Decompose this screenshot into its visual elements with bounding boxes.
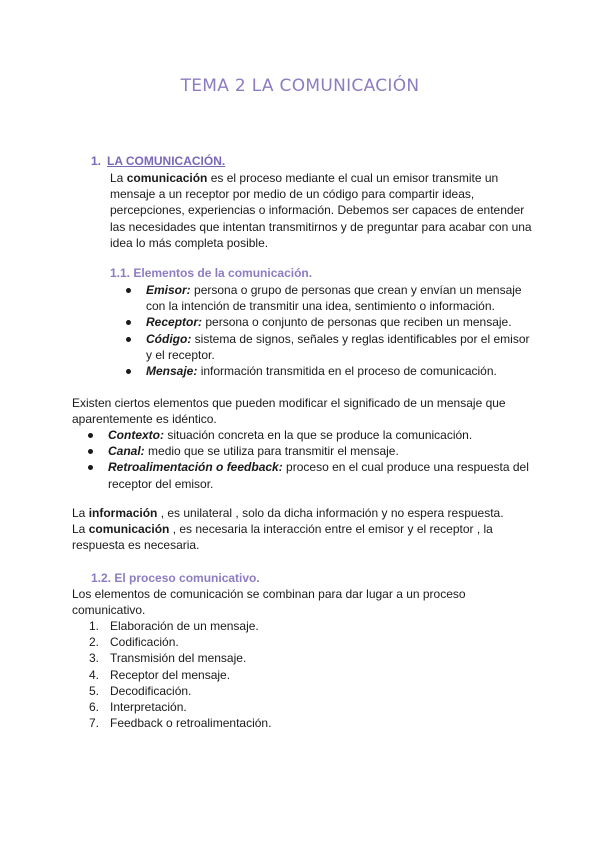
step-text: Transmisión del mensaje. [110, 651, 247, 666]
info-bold-term: información [88, 506, 158, 520]
step-item [89, 618, 530, 634]
step-number: 3. [89, 651, 100, 666]
intro-paragraph [110, 170, 532, 251]
step-number: 1. [89, 619, 100, 633]
item-term: Emisor: [146, 283, 191, 297]
step-text: Receptor del mensaje. [110, 667, 231, 682]
section-heading [91, 154, 225, 168]
step-item [89, 699, 530, 715]
bullet-icon [88, 433, 93, 438]
bullet-icon [126, 320, 131, 325]
bullet-icon [126, 369, 131, 374]
list-item [146, 282, 532, 314]
list-item [108, 459, 532, 491]
communication-paragraph [72, 521, 532, 553]
step-text: Decodificación. [110, 683, 192, 698]
item-text: persona o grupo de personas que crean y envían un mensaje con la intención de transmitir una idea, sentimiento o información. [146, 283, 522, 314]
item-term: Contexto: [108, 428, 164, 442]
step-number: 5. [89, 683, 100, 698]
modifiers-intro: Existen ciertos elementos que pueden modificar el significado de un mensaje que aparentemente es idéntico. [72, 396, 506, 427]
comm-bold-term: comunicación [88, 522, 170, 536]
item-text: sistema de signos, señales y reglas identificables por el emisor y el receptor. [146, 331, 530, 362]
subsection-heading-process: 1.2. El proceso comunicativo. [91, 571, 260, 585]
step-item [89, 715, 530, 731]
step-text: Feedback o retroalimentación. [110, 716, 272, 731]
step-number: 4. [89, 667, 100, 682]
section-title: LA COMUNICACIÓN. [107, 154, 226, 168]
bullet-icon [88, 465, 93, 470]
list-item [108, 443, 532, 459]
list-item [146, 363, 532, 379]
elements-list [146, 282, 532, 379]
item-text: medio que se utiliza para transmitir el mensaje. [144, 444, 399, 459]
intro-post: es el proceso mediante el cual un emisor transmite un mensaje a un receptor por medio de un código para compartir ideas, percepciones, experiencias o información. Debemos ser capaces de entender las necesidades que intentan transmitirnos y de preguntar para acabar con una idea lo más completa posible. [110, 171, 532, 250]
list-item [108, 427, 532, 443]
item-text: información transmitida en el proceso de comunicación. [197, 364, 497, 379]
info-pre: La [72, 506, 89, 520]
bullet-icon [88, 449, 93, 454]
comm-post: , es necesaria la interacción entre el emisor y el receptor , la respuesta es necesaria. [72, 522, 493, 553]
bullet-icon [126, 288, 131, 293]
list-item [146, 314, 532, 330]
step-text: Codificación. [110, 635, 179, 650]
intro-bold-term: comunicación [126, 171, 208, 185]
item-term: Mensaje: [146, 364, 198, 379]
process-intro: Los elementos de comunicación se combinan para dar lugar a un proceso comunicativo. [72, 587, 466, 618]
step-item [89, 650, 530, 666]
step-number: 7. [89, 716, 100, 731]
section-number: 1. [91, 154, 102, 168]
step-text: Elaboración de un mensaje. [110, 619, 259, 633]
item-term: Código: [146, 331, 192, 346]
list-item [146, 331, 532, 363]
step-item [89, 683, 530, 699]
item-text: proceso en el cual produce una respuesta del receptor del emisor. [108, 460, 529, 491]
step-text: Interpretación. [110, 700, 187, 715]
bullet-icon [126, 337, 131, 342]
information-paragraph [72, 505, 532, 521]
item-term: Retroalimentación o feedback: [108, 460, 283, 475]
step-number: 2. [89, 635, 100, 650]
step-item [89, 667, 530, 683]
item-term: Canal: [108, 444, 145, 459]
intro-pre: La [110, 171, 127, 185]
item-term: Receptor: [146, 315, 203, 330]
comm-pre: La [72, 522, 89, 536]
subsection-heading-elements: 1.1. Elementos de la comunicación. [110, 266, 313, 280]
item-text: situación concreta en la que se produce la comunicación. [164, 428, 473, 442]
modifiers-list [108, 427, 532, 492]
page-title: TEMA 2 LA COMUNICACIÓN [180, 76, 420, 96]
step-item [89, 634, 530, 650]
step-number: 6. [89, 700, 100, 715]
process-steps [89, 618, 530, 731]
item-text: persona o conjunto de personas que reciben un mensaje. [202, 315, 512, 330]
info-post: , es unilateral , solo da dicha información y no espera respuesta. [157, 506, 504, 520]
